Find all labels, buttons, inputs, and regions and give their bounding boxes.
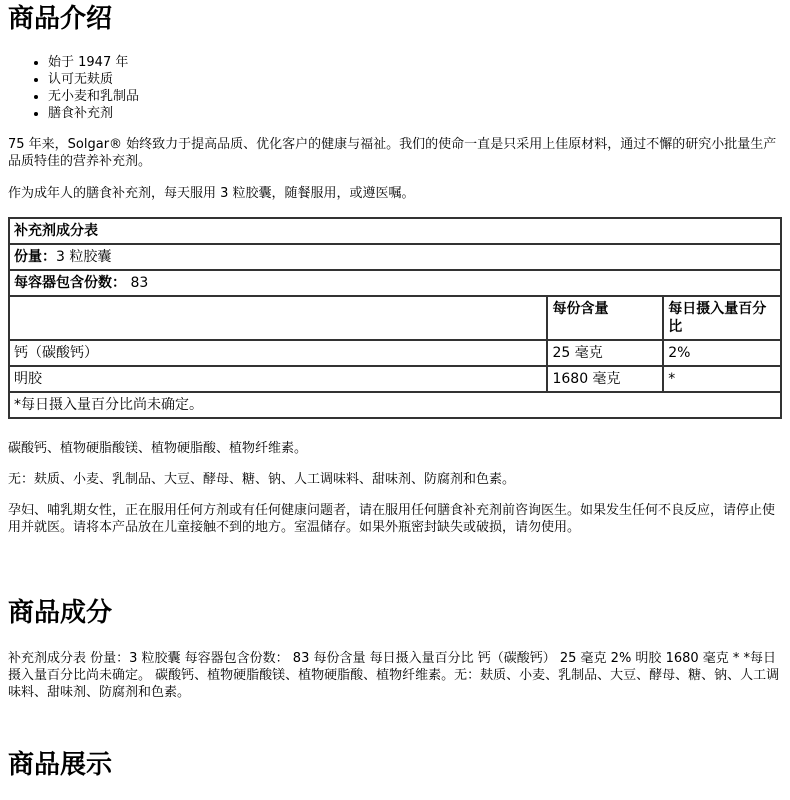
- feature-item: • 始于 1947 年: [48, 54, 139, 71]
- servings-per-container-label: 每容器包含份数：: [14, 275, 126, 291]
- table-row: [9, 392, 781, 418]
- nutrient-amount: 1680 毫克: [547, 366, 663, 392]
- nutrient-dv: 2%: [663, 340, 781, 366]
- composition-heading: 商品成分: [8, 598, 113, 628]
- serving-size-cell: [9, 244, 781, 270]
- header-daily-value: 每日摄入量百分比: [663, 296, 781, 340]
- servings-per-container-value: 83: [130, 275, 149, 291]
- table-header-row: [9, 296, 781, 340]
- free-of-statement: 无：麸质、小麦、乳制品、大豆、酵母、糖、钠、人工调味料、甜味剂、防腐剂和色素。: [8, 472, 516, 487]
- table-row: [9, 218, 781, 244]
- servings-per-container-cell: [9, 270, 781, 296]
- usage-paragraph: 作为成年人的膳食补充剂，每天服用 3 粒胶囊，随餐服用，或遵医嘱。: [8, 186, 415, 201]
- warning-statement: 孕妇、哺乳期女性，正在服用任何方剂或有任何健康问题者，请在服用任何膳食补充剂前咨询医生。如果发生任何不良反应，请停止使用并就医。请将本产品放在儿童接触不到的地方。室温储存。如果外瓶密封缺失或破损，请勿使用。: [8, 503, 776, 535]
- supplement-facts-table: [8, 217, 782, 419]
- header-amount: 每份含量: [547, 296, 663, 340]
- table-row: [9, 244, 781, 270]
- table-row: [9, 366, 781, 392]
- nutrient-name: 明胶: [9, 366, 547, 392]
- feature-item: • 无小麦和乳制品: [48, 88, 139, 105]
- feature-item: • 膳食补充剂: [48, 105, 139, 122]
- serving-size-label: 份量：: [14, 249, 56, 265]
- table-row: [9, 270, 781, 296]
- display-heading: 商品展示: [8, 750, 113, 780]
- nutrient-name: 钙（碳酸钙）: [9, 340, 547, 366]
- facts-footnote: *每日摄入量百分比尚未确定。: [9, 392, 781, 418]
- composition-summary: 补充剂成分表 份量：3 粒胶囊 每容器包含份数： 83 每份含量 每日摄入量百分比 钙（碳酸钙） 25 毫克 2% 明胶 1680 毫克 * *每日摄入量百分比尚未确定。 碳酸钙、植物硬脂酸镁、植物硬脂酸、植物纤维素。无：麸质、小麦、乳制品、大豆、酵母、糖、钠、人工调味料、甜味剂、防腐剂和色素。: [8, 651, 780, 700]
- table-row: [9, 340, 781, 366]
- feature-list: [8, 54, 139, 122]
- nutrient-dv: *: [663, 366, 781, 392]
- other-ingredients: 碳酸钙、植物硬脂酸镁、植物硬脂酸、植物纤维素。: [8, 441, 308, 456]
- serving-size-value: 3 粒胶囊: [56, 249, 112, 265]
- feature-item: • 认可无麸质: [48, 71, 139, 88]
- facts-title: 补充剂成分表: [9, 218, 781, 244]
- intro-heading: 商品介绍: [8, 4, 113, 34]
- header-empty-cell: [9, 296, 547, 340]
- nutrient-amount: 25 毫克: [547, 340, 663, 366]
- intro-paragraph: 75 年来，Solgar® 始终致力于提高品质、优化客户的健康与福祉。我们的使命一直是只采用上佳原材料，通过不懈的研究小批量生产品质特佳的营养补充剂。: [8, 137, 777, 169]
